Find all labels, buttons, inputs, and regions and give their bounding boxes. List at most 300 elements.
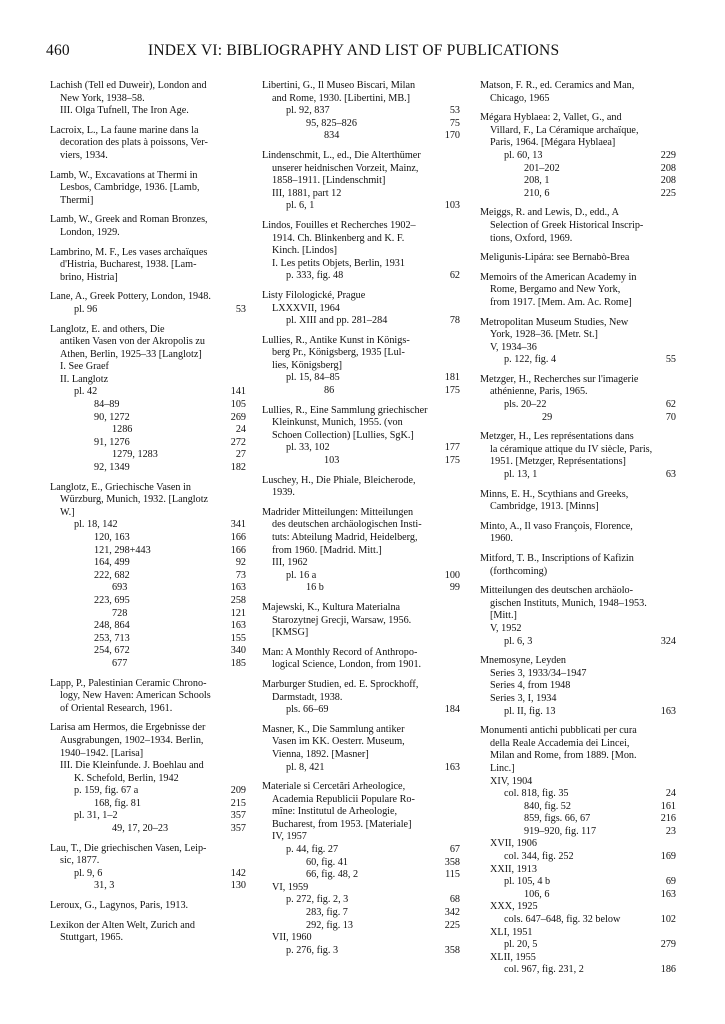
bibliography-entry [262, 335, 460, 398]
entry-heading-line [480, 207, 676, 220]
entry-line [480, 623, 676, 636]
entry-line [480, 801, 676, 814]
entry-line [262, 532, 460, 545]
entry-line [262, 417, 460, 430]
bibliography-entry [480, 80, 676, 105]
entry-text: Bucharest, from 1953. [Materiale] [272, 818, 412, 830]
entry-text: pls. 20–22 [504, 399, 547, 411]
entry-text: I. Les petits Objets, Berlin, 1931 [272, 257, 405, 269]
entry-line [262, 315, 460, 328]
bibliography-entry [262, 150, 460, 213]
entry-line [262, 749, 460, 762]
entry-line [480, 329, 676, 342]
page-title: INDEX VI: BIBLIOGRAPHY AND LIST OF PUBLICATIONS [148, 42, 560, 59]
entry-text: 29 [542, 411, 553, 423]
index-column-2 [262, 80, 460, 964]
page-reference: 155 [230, 632, 246, 644]
entry-heading-line [480, 112, 676, 125]
entry-text: p. 44, fig. 27 [286, 844, 339, 856]
entry-line [480, 952, 676, 965]
bibliography-entry [50, 214, 246, 239]
entry-line [480, 889, 676, 902]
entry-line [480, 412, 676, 425]
entry-line [480, 776, 676, 789]
entry-text: VII, 1960 [272, 932, 312, 944]
bibliography-entry [262, 405, 460, 468]
entry-text: col. 344, fig. 252 [504, 851, 574, 863]
entry-text: pl. 6, 1 [286, 200, 315, 212]
entry-text: 16 b [306, 582, 324, 594]
page-reference: 272 [230, 436, 246, 448]
entry-line [50, 349, 246, 362]
entry-line [262, 659, 460, 672]
entry-text: K. Schefold, Berlin, 1942 [74, 772, 179, 784]
entry-text: Linc.] [490, 762, 515, 774]
entry-text: Paris, 1964. [Mégara Hyblaea] [490, 137, 616, 149]
entry-text: pl. 9, 6 [74, 867, 103, 879]
entry-text: 253, 713 [94, 632, 130, 644]
entry-text: pl. 96 [74, 303, 98, 315]
entry-text: New York, 1938–58. [60, 92, 145, 104]
page-reference: 121 [230, 607, 246, 619]
entry-line [480, 763, 676, 776]
page-reference: 100 [444, 569, 460, 581]
entry-text: Luschey, H., Die Phiale, Bleicherode, [262, 474, 416, 486]
entry-text: pl. 92, 837 [286, 105, 330, 117]
entry-line [480, 826, 676, 839]
bibliography-entry [50, 291, 246, 316]
page-reference: 103 [444, 200, 460, 212]
entry-line [262, 692, 460, 705]
entry-line [262, 557, 460, 570]
entry-line [262, 360, 460, 373]
bibliography-entry [50, 247, 246, 285]
entry-text: IV, 1957 [272, 831, 307, 843]
page-reference: 225 [444, 919, 460, 931]
entry-text: Lamb, W., Greek and Roman Bronzes, [50, 214, 208, 226]
entry-text: 840, fig. 52 [524, 800, 571, 812]
page-reference: 357 [230, 810, 246, 822]
page-reference: 358 [444, 856, 460, 868]
entry-text: Meiggs, R. and Lewis, D., edd., A [480, 207, 619, 219]
entry-line [262, 794, 460, 807]
entry-line [262, 163, 460, 176]
entry-text: Larisa am Hermos, die Ergebnisse der [50, 722, 206, 734]
entry-heading-line [480, 655, 676, 668]
entry-line [262, 857, 460, 870]
entry-line [480, 354, 676, 367]
page-reference: 177 [444, 442, 460, 454]
entry-text: Academia Republicii Populare Ro- [272, 793, 415, 805]
entry-text: antiken Vasen von der Akropolis zu [60, 336, 205, 348]
entry-text: pl. 16 a [286, 569, 317, 581]
entry-line [480, 469, 676, 482]
entry-line [480, 297, 676, 310]
entry-line [50, 259, 246, 272]
entry-text: Series 4, from 1948 [490, 680, 571, 692]
page-reference: 208 [660, 162, 676, 174]
entry-text: p. 272, fig. 2, 3 [286, 894, 349, 906]
entry-text: Vasen im KK. Oesterr. Museum, [272, 736, 405, 748]
entry-text: Masner, K., Die Sammlung antiker [262, 723, 405, 735]
entry-heading-line [262, 80, 460, 93]
entry-text: Matson, F. R., ed. Ceramics and Man, [480, 80, 635, 91]
entry-text: des deutschen archäologischen Insti- [272, 519, 422, 531]
page-reference: 169 [660, 851, 676, 863]
entry-text: 164, 499 [94, 557, 130, 569]
entry-text: Kleinkunst, Munich, 1955. (von [272, 417, 403, 429]
entry-heading-line [480, 317, 676, 330]
entry-line [262, 920, 460, 933]
bibliography-entry [50, 324, 246, 475]
entry-text: p. 159, fig. 67 a [74, 785, 139, 797]
entry-line [262, 831, 460, 844]
entry-line [50, 399, 246, 412]
page-reference: 142 [230, 867, 246, 879]
entry-heading-line [50, 214, 246, 227]
entry-heading-line [50, 125, 246, 138]
page-reference: 185 [230, 657, 246, 669]
entry-text: Meligunìs-Lipára: see Bernabò-Brea [480, 252, 630, 264]
entry-line [480, 233, 676, 246]
entry-line [262, 806, 460, 819]
entry-line [50, 810, 246, 823]
page-reference: 161 [660, 800, 676, 812]
page-reference: 62 [449, 270, 460, 282]
bibliography-entry [480, 489, 676, 514]
entry-line [50, 150, 246, 163]
entry-heading-line [480, 431, 676, 444]
entry-text: cols. 647–648, fig. 32 below [504, 914, 621, 926]
entry-text: 919–920, fig. 117 [524, 825, 597, 837]
entry-text: Starozytnej Grecji, Warsaw, 1956. [272, 614, 412, 626]
entry-heading-line [262, 475, 460, 488]
entry-line [50, 645, 246, 658]
entry-line [262, 582, 460, 595]
entry-text: 49, 17, 20–23 [112, 823, 169, 835]
entry-line [480, 813, 676, 826]
entry-line [262, 175, 460, 188]
page-reference: 68 [449, 894, 460, 906]
bibliography-entry [262, 290, 460, 328]
page-reference: 55 [665, 354, 676, 366]
entry-text: mîne: Institutul de Arheologie, [272, 806, 398, 818]
entry-text: Lacroix, L., La faune marine dans la [50, 124, 199, 136]
page-reference: 175 [444, 455, 460, 467]
entry-line [262, 233, 460, 246]
entry-heading-line [50, 170, 246, 183]
entry-text: pl. 105, 4 b [504, 876, 551, 888]
bibliography-entry [262, 724, 460, 774]
page-number: 460 [46, 42, 70, 59]
entry-heading-line [262, 150, 460, 163]
bibliography-entry [480, 585, 676, 648]
entry-text: pl. 18, 142 [74, 519, 118, 531]
entry-text: 728 [112, 607, 128, 619]
entry-heading-line [480, 252, 676, 265]
entry-heading-line [480, 374, 676, 387]
entry-text: Monumenti antichi pubblicati per cura [480, 725, 637, 737]
entry-text: Ausgrabungen, 1902–1934. Berlin, [60, 734, 204, 746]
entry-heading-line [50, 482, 246, 495]
entry-line [480, 501, 676, 514]
entry-line [262, 455, 460, 468]
page-reference: 102 [660, 914, 676, 926]
page-reference: 215 [230, 797, 246, 809]
entry-text: LXXXVII, 1964 [272, 302, 340, 314]
bibliography-entry [50, 170, 246, 208]
page-reference: 269 [230, 411, 246, 423]
entry-line [262, 869, 460, 882]
entry-text: 834 [324, 130, 340, 142]
page-reference: 99 [449, 582, 460, 594]
entry-text: Lesbos, Cambridge, 1936. [Lamb, [60, 182, 200, 194]
entry-line [262, 627, 460, 640]
entry-line [262, 819, 460, 832]
entry-text: Milan and Rome, from 1889. [Mon. [490, 750, 637, 762]
entry-text: decoration des plats à poissons, Ver- [60, 137, 208, 149]
entry-text: Villard, F., La Céramique archaïque, [490, 124, 639, 136]
entry-line [50, 105, 246, 118]
entry-text: p. 276, fig. 3 [286, 944, 339, 956]
entry-line [262, 385, 460, 398]
entry-line [480, 386, 676, 399]
page-reference: 67 [449, 844, 460, 856]
entry-text: 106, 6 [524, 888, 550, 900]
entry-text: pl. 42 [74, 386, 98, 398]
entry-heading-line [262, 679, 460, 692]
entry-text: Lapp, P., Palestinian Ceramic Chrono- [50, 677, 207, 689]
entry-text: XLI, 1951 [490, 926, 533, 938]
entry-text: logical Science, London, from 1901. [272, 659, 422, 671]
entry-line [50, 620, 246, 633]
entry-text: Thermi] [60, 194, 94, 206]
entry-line [50, 823, 246, 836]
entry-line [480, 693, 676, 706]
entry-text: Schoen Collection) [Lullies, SgK.] [272, 429, 414, 441]
entry-text: Rome, Bergamo and New York, [490, 284, 621, 296]
entry-text: 201–202 [524, 162, 560, 174]
entry-line [480, 901, 676, 914]
entry-text: Lane, A., Greek Pottery, London, 1948. [50, 291, 211, 303]
entry-line [50, 137, 246, 150]
bibliography-entry [50, 843, 246, 893]
entry-line [50, 880, 246, 893]
entry-text: 254, 672 [94, 645, 130, 657]
entry-text: 292, fig. 13 [306, 919, 353, 931]
entry-text: 1279, 1283 [112, 449, 158, 461]
entry-text: berg Pr., Königsberg, 1935 [Lul- [272, 347, 405, 359]
page-reference: 166 [230, 532, 246, 543]
bibliography-entry [262, 602, 460, 640]
page-reference: 358 [444, 944, 460, 956]
bibliography-entry [480, 207, 676, 245]
entry-line [262, 200, 460, 213]
entry-text: viers, 1934. [60, 149, 108, 161]
entry-line [50, 855, 246, 868]
entry-line [480, 399, 676, 412]
entry-line [50, 361, 246, 374]
entry-line [50, 608, 246, 621]
entry-line [50, 386, 246, 399]
entry-text: 121, 298+443 [94, 544, 151, 556]
entry-line [262, 372, 460, 385]
entry-text: brino, Histria] [60, 271, 118, 283]
entry-heading-line [262, 781, 460, 794]
entry-text: Lexikon der Alten Welt, Zurich and [50, 919, 195, 931]
entry-text: Listy Filologické, Prague [262, 289, 366, 301]
entry-line [50, 437, 246, 450]
entry-text: lies, Königsberg] [272, 359, 342, 371]
entry-text: 1940–1942. [Larisa] [60, 747, 144, 759]
entry-heading-line [480, 553, 676, 566]
entry-line [50, 798, 246, 811]
entry-line [262, 430, 460, 443]
entry-text: la céramique attique du IV siècle, Paris, [490, 443, 653, 455]
entry-line [50, 773, 246, 786]
entry-text: pl. 31, 1–2 [74, 810, 118, 822]
page-reference: 225 [660, 187, 676, 199]
entry-line [480, 220, 676, 233]
entry-text: from 1960. [Madrid. Mitt.] [272, 544, 382, 556]
entry-text: Lau, T., Die griechischen Vasen, Leip- [50, 842, 207, 854]
page-reference: 324 [660, 635, 676, 647]
entry-text: 248, 864 [94, 620, 130, 632]
entry-text: Series 3, 1933/34–1947 [490, 667, 587, 679]
entry-line [50, 304, 246, 317]
page-reference: 73 [235, 569, 246, 581]
entry-heading-line [50, 247, 246, 260]
entry-line [50, 760, 246, 773]
entry-text: 90, 1272 [94, 411, 130, 423]
entry-text: III, 1881, part 12 [272, 187, 342, 199]
entry-text: d'Histria, Bucharest, 1938. [Lam- [60, 259, 197, 271]
entry-line [262, 615, 460, 628]
entry-heading-line [480, 489, 676, 502]
entry-line [262, 303, 460, 316]
entry-line [262, 570, 460, 583]
entry-text: col. 967, fig. 231, 2 [504, 964, 584, 976]
page-reference: 163 [230, 582, 246, 594]
entry-text: 120, 163 [94, 532, 130, 543]
entry-line [50, 227, 246, 240]
entry-line [50, 557, 246, 570]
page-reference: 24 [235, 424, 246, 436]
entry-text: York, 1928–36. [Metr. St.] [490, 329, 598, 341]
bibliography-entry [50, 125, 246, 163]
entry-text: XIV, 1904 [490, 775, 533, 787]
entry-text: Libertini, G., Il Museo Biscari, Milan [262, 80, 416, 91]
entry-text: of Oriental Research, 1961. [60, 702, 173, 714]
entry-line [480, 927, 676, 940]
entry-line [50, 570, 246, 583]
page-reference: 208 [660, 175, 676, 187]
entry-text: Materiale si Cercetări Arheologice, [262, 781, 406, 793]
entry-line [480, 668, 676, 681]
entry-text: 1914. Ch. Blinkenberg and K. F. [272, 232, 405, 244]
entry-text: Series 3, I, 1934 [490, 692, 557, 704]
page-reference: 279 [660, 939, 676, 951]
entry-text: XVII, 1906 [490, 838, 537, 850]
entry-line [480, 598, 676, 611]
entry-text: Minns, E. H., Scythians and Greeks, [480, 488, 629, 500]
entry-text: Stuttgart, 1965. [60, 932, 124, 944]
page-reference: 62 [665, 399, 676, 411]
entry-line [50, 735, 246, 748]
entry-text: tions, Oxford, 1969. [490, 232, 573, 244]
entry-line [262, 188, 460, 201]
entry-text: 283, fig. 7 [306, 907, 348, 919]
entry-line [480, 284, 676, 297]
entry-text: XLII, 1955 [490, 951, 536, 963]
entry-line [50, 519, 246, 532]
entry-text: pl. 15, 84–85 [286, 372, 340, 384]
entry-text: 222, 682 [94, 569, 130, 581]
entry-line [50, 195, 246, 208]
entry-line [480, 964, 676, 977]
page-reference: 182 [230, 462, 246, 474]
page-reference: 184 [444, 704, 460, 716]
entry-line [262, 258, 460, 271]
entry-line [262, 907, 460, 920]
entry-text: Lachish (Tell ed Duweir), London and [50, 80, 207, 91]
entry-line [262, 844, 460, 857]
page-reference: 63 [665, 469, 676, 481]
entry-text: Cambridge, 1913. [Minns] [490, 501, 599, 513]
entry-text: 168, fig. 81 [94, 797, 141, 809]
entry-text: [Mitt.] [490, 610, 517, 622]
entry-text: 66, fig. 48, 2 [306, 869, 359, 881]
entry-line [262, 932, 460, 945]
entry-text: Mnemosyne, Leyden [480, 655, 567, 667]
entry-text: 1286 [112, 424, 133, 436]
bibliography-entry [262, 647, 460, 672]
page-reference: 105 [230, 399, 246, 411]
bibliography-entry [480, 112, 676, 200]
entry-text: 103 [324, 455, 340, 467]
bibliography-entry [262, 80, 460, 143]
page-reference: 92 [235, 557, 246, 569]
entry-text: 208, 1 [524, 175, 550, 187]
entry-line [480, 188, 676, 201]
entry-text: p. 122, fig. 4 [504, 354, 557, 366]
entry-text: 210, 6 [524, 187, 550, 199]
entry-text: from 1917. [Mem. Am. Ac. Rome] [490, 296, 632, 308]
bibliography-entry [480, 272, 676, 310]
entry-text: 95, 825–826 [306, 117, 357, 129]
page-reference: 341 [230, 519, 246, 531]
entry-text: Lindos, Fouilles et Recherches 1902– [262, 219, 416, 231]
entry-text: unserer heidnischen Vorzeit, Mainz, [272, 162, 419, 174]
entry-text: Darmstadt, 1938. [272, 691, 343, 703]
page-reference: 163 [230, 620, 246, 632]
entry-line [480, 738, 676, 751]
entry-text: 60, fig. 41 [306, 856, 348, 868]
entry-line [50, 532, 246, 545]
entry-text: Chicago, 1965 [490, 92, 550, 104]
page-reference: 340 [230, 645, 246, 657]
entry-heading-line [50, 324, 246, 337]
entry-line [480, 125, 676, 138]
entry-line [480, 533, 676, 546]
bibliography-entry [480, 374, 676, 424]
entry-text: Mégara Hyblaea: 2, Vallet, G., and [480, 112, 622, 124]
entry-heading-line [50, 291, 246, 304]
entry-text: Majewski, K., Kultura Materialna [262, 601, 401, 613]
entry-line [480, 864, 676, 877]
entry-line [480, 636, 676, 649]
entry-text: Memoirs of the American Academy in [480, 271, 637, 283]
